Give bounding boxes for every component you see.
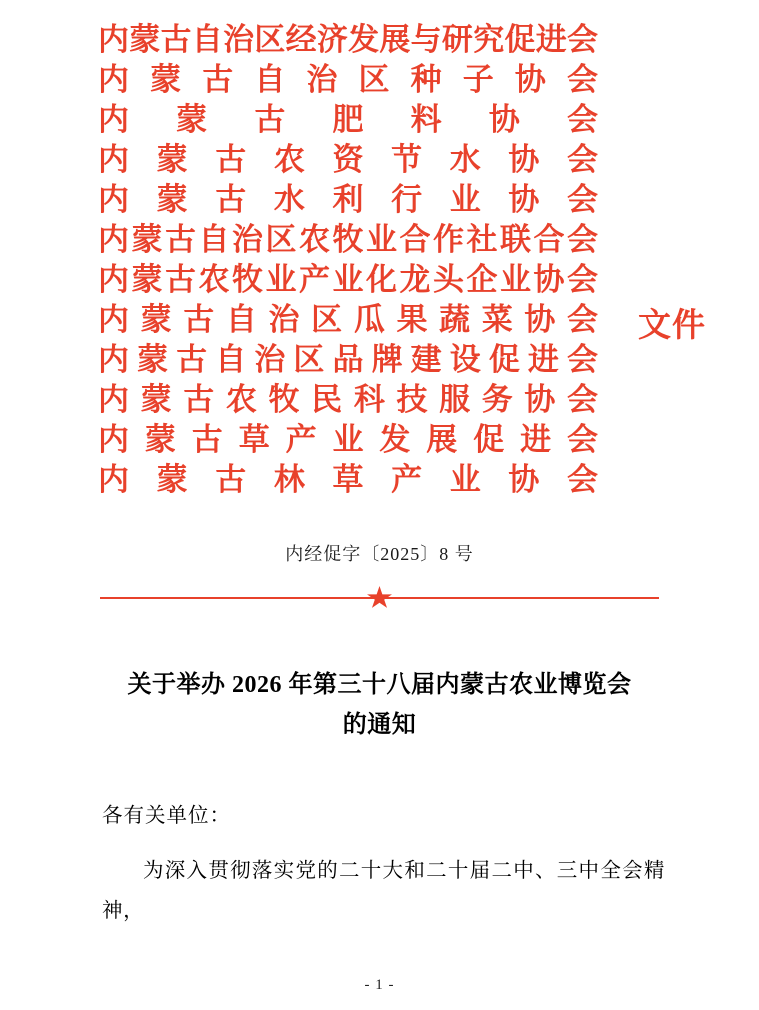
organization-line: 内 蒙 古 农 牧 民 科 技 服 务 协 会 — [98, 382, 598, 417]
organization-line: 内 蒙 古 草 产 业 发 展 促 进 会 — [98, 422, 598, 457]
page-number: - 1 - — [364, 977, 395, 993]
organization-line: 内 蒙 古 农 资 节 水 协 会 — [98, 142, 598, 177]
red-divider — [64, 586, 695, 610]
organization-line: 内 蒙 古 自 治 区 瓜 果 蔬 菜 协 会 — [98, 302, 598, 337]
document-number: 内经促字〔2025〕8 号 — [285, 544, 474, 564]
salutation: 各有关单位： — [102, 805, 231, 828]
organization-line: 内 蒙 古 自 治 区 品 牌 建 设 促 进 会 — [98, 342, 598, 377]
page-title-line: 的通知 — [342, 711, 417, 738]
organization-line: 内蒙古自治区经济发展与研究促进会 — [98, 22, 598, 57]
body-paragraph: 为深入贯彻落实党的二十大和二十届二中、三中全会精神， — [102, 860, 665, 923]
organization-line: 内 蒙 古 肥 料 协 会 — [98, 102, 598, 137]
organization-line: 内 蒙 古 林 草 产 业 协 会 — [98, 462, 598, 497]
organization-line: 内 蒙 古 自 治 区 种 子 协 会 — [98, 62, 598, 97]
organization-line: 内 蒙 古 水 利 行 业 协 会 — [98, 182, 598, 217]
letterhead — [64, 0, 706, 504]
page-title-line: 关于举办 2026 年第三十八届内蒙古农业博览会 — [127, 672, 632, 698]
organization-list — [98, 22, 706, 504]
letterhead-document-word: 文件 — [638, 308, 706, 344]
organization-line: 内蒙古自治区农牧业合作社联合会 — [98, 222, 598, 257]
organization-line: 内蒙古农牧业产业化龙头企业协会 — [98, 262, 598, 297]
page-title — [64, 666, 695, 745]
